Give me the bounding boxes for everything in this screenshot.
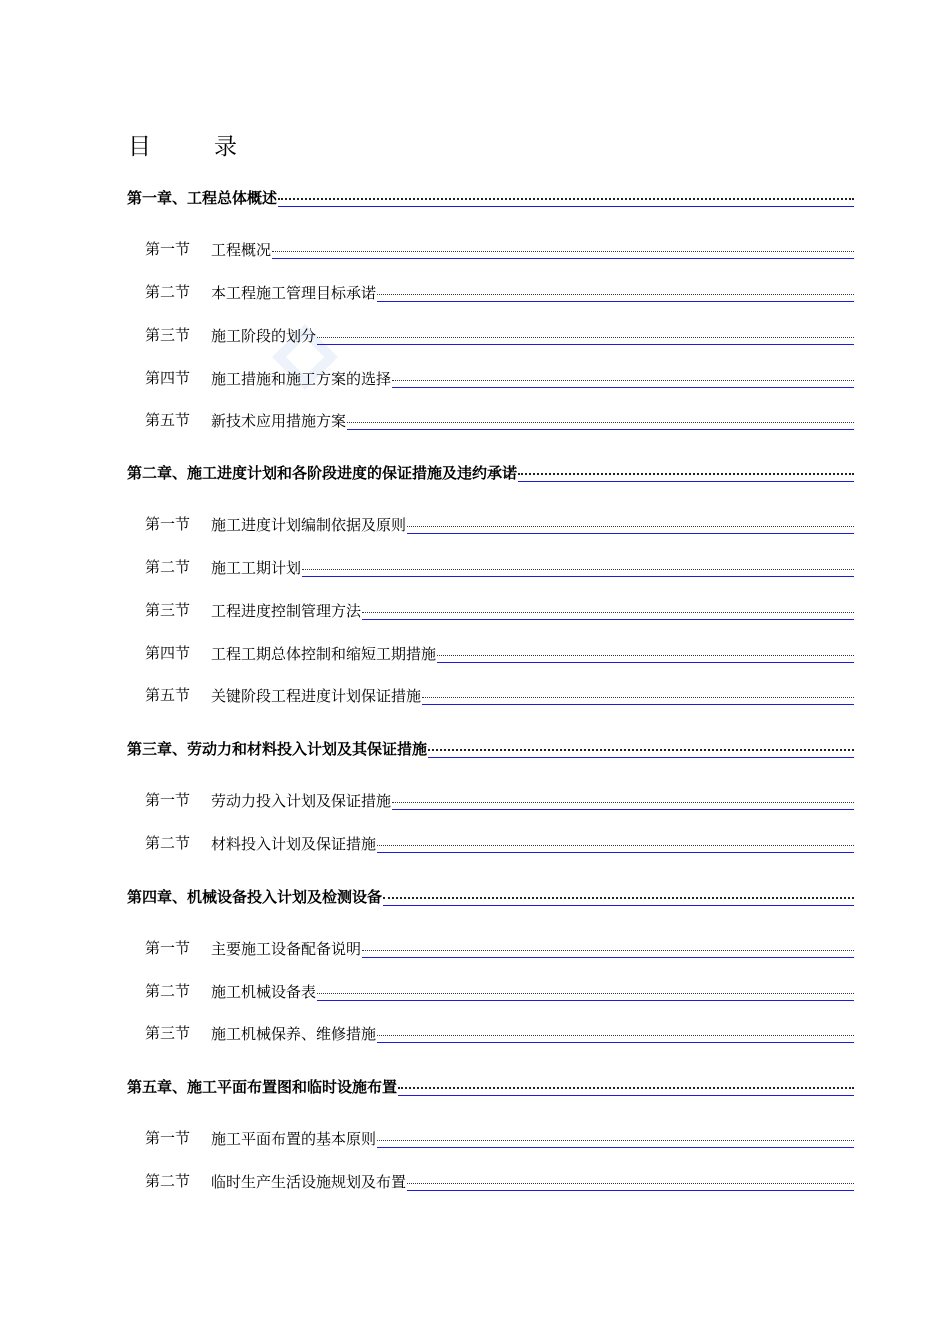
toc-section-entry[interactable]	[145, 237, 854, 259]
toc-section-entry[interactable]	[145, 788, 854, 810]
toc-section-number: 第四节	[145, 369, 191, 387]
toc-entry-title: 工程概况	[211, 241, 272, 259]
toc-dot-leader	[278, 188, 854, 207]
toc-chapter-entry[interactable]	[127, 1074, 854, 1096]
toc-section-number: 第五节	[145, 686, 191, 704]
toc-dot-leader	[377, 1129, 854, 1148]
toc-dot-leader	[392, 369, 854, 388]
toc-section-entry[interactable]	[145, 555, 854, 577]
toc-section-entry[interactable]	[145, 641, 854, 663]
toc-entry-title: 施工机械设备表	[211, 983, 317, 1001]
toc-title: 目 录	[128, 134, 257, 160]
toc-entry-title: 第一章、工程总体概述	[127, 189, 278, 207]
toc-section-number: 第三节	[145, 1024, 191, 1042]
toc-section-number: 第二节	[145, 1172, 191, 1190]
toc-entry-title: 第三章、劳动力和材料投入计划及其保证措施	[127, 740, 428, 758]
toc-dot-leader	[392, 791, 854, 810]
toc-chapter-entry[interactable]	[127, 460, 854, 482]
toc-entry-title: 本工程施工管理目标承诺	[211, 284, 377, 302]
toc-section-number: 第二节	[145, 982, 191, 1000]
toc-section-number: 第二节	[145, 283, 191, 301]
toc-dot-leader	[398, 1077, 854, 1096]
toc-section-entry[interactable]	[145, 512, 854, 534]
toc-section-entry[interactable]	[145, 831, 854, 853]
toc-section-entry[interactable]	[145, 683, 854, 705]
toc-section-entry[interactable]	[145, 936, 854, 958]
toc-section-number: 第二节	[145, 834, 191, 852]
toc-entry-title: 工程工期总体控制和缩短工期措施	[211, 645, 437, 663]
toc-dot-leader	[302, 558, 854, 577]
toc-entry-title: 施工措施和施工方案的选择	[211, 370, 392, 388]
toc-dot-leader	[518, 463, 854, 482]
toc-section-number: 第三节	[145, 601, 191, 619]
toc-dot-leader	[317, 982, 854, 1001]
toc-entry-title: 施工工期计划	[211, 559, 302, 577]
toc-section-number: 第一节	[145, 1129, 191, 1147]
toc-dot-leader	[362, 939, 854, 958]
toc-section-entry[interactable]	[145, 408, 854, 430]
toc-section-number: 第五节	[145, 411, 191, 429]
toc-entry-title: 关键阶段工程进度计划保证措施	[211, 687, 422, 705]
toc-dot-leader	[407, 1172, 854, 1191]
toc-entry-title: 主要施工设备配备说明	[211, 940, 362, 958]
toc-dot-leader	[377, 283, 854, 302]
toc-dot-leader	[383, 887, 854, 906]
toc-entry-title: 材料投入计划及保证措施	[211, 835, 377, 853]
toc-entry-title: 临时生产生活设施规划及布置	[211, 1173, 407, 1191]
toc-section-number: 第一节	[145, 939, 191, 957]
toc-entry-title: 第二章、施工进度计划和各阶段进度的保证措施及违约承诺	[127, 464, 518, 482]
toc-section-entry[interactable]	[145, 280, 854, 302]
toc-section-number: 第一节	[145, 240, 191, 258]
toc-section-number: 第四节	[145, 644, 191, 662]
toc-dot-leader	[428, 739, 854, 758]
toc-dot-leader	[437, 644, 854, 663]
toc-dot-leader	[317, 326, 854, 345]
toc-entry-title: 施工平面布置的基本原则	[211, 1130, 377, 1148]
toc-entry-title: 工程进度控制管理方法	[211, 602, 362, 620]
toc-dot-leader	[377, 834, 854, 853]
toc-section-entry[interactable]	[145, 1169, 854, 1191]
toc-section-number: 第一节	[145, 515, 191, 533]
toc-dot-leader	[407, 515, 854, 534]
toc-section-number: 第二节	[145, 558, 191, 576]
toc-dot-leader	[422, 686, 854, 705]
toc-dot-leader	[362, 601, 854, 620]
toc-chapter-entry[interactable]	[127, 884, 854, 906]
toc-section-number: 第一节	[145, 791, 191, 809]
toc-section-entry[interactable]	[145, 1126, 854, 1148]
toc-entry-title: 施工进度计划编制依据及原则	[211, 516, 407, 534]
toc-chapter-entry[interactable]	[127, 736, 854, 758]
toc-chapter-entry[interactable]	[127, 185, 854, 207]
toc-entry-title: 劳动力投入计划及保证措施	[211, 792, 392, 810]
toc-entry-title: 施工阶段的划分	[211, 327, 317, 345]
toc-entry-title: 第四章、机械设备投入计划及检测设备	[127, 888, 383, 906]
toc-entry-title: 第五章、施工平面布置图和临时设施布置	[127, 1078, 398, 1096]
toc-entry-title: 新技术应用措施方案	[211, 412, 347, 430]
toc-dot-leader	[272, 240, 854, 259]
toc-entry-title: 施工机械保养、维修措施	[211, 1025, 377, 1043]
toc-section-entry[interactable]	[145, 323, 854, 345]
toc-section-entry[interactable]	[145, 979, 854, 1001]
toc-section-entry[interactable]	[145, 598, 854, 620]
toc-section-entry[interactable]	[145, 366, 854, 388]
toc-dot-leader	[377, 1024, 854, 1043]
toc-section-entry[interactable]	[145, 1021, 854, 1043]
toc-dot-leader	[347, 411, 854, 430]
toc-section-number: 第三节	[145, 326, 191, 344]
